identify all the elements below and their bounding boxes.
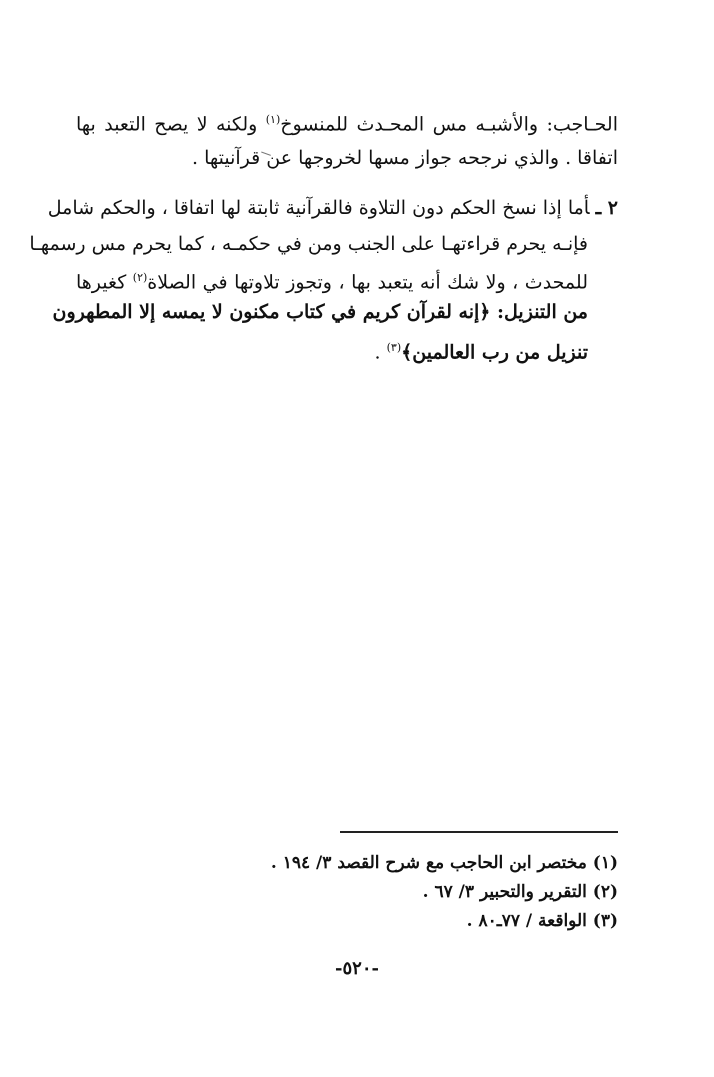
paragraph1-line-1	[76, 106, 618, 138]
paragraph2-line-5-text: تنزيل من رب العالمين﴾	[401, 341, 588, 364]
paragraph2-line-3-rest: كغيرها	[76, 271, 133, 294]
footnote-3: (٣) الواقعة / ٧٧ـ٨٠ .	[466, 911, 618, 931]
footnote-ref-1: (١)	[265, 113, 281, 126]
page-number: -٥٢٠-	[335, 958, 379, 979]
footnote-ref-2: (٢)	[132, 271, 148, 284]
paragraph1-line-1-text: الحـاجب: والأشبـه مس المحـدث للمنسوخ	[280, 113, 618, 136]
paragraph1-line-2-text: اتفاقا . والذي نرجحه جواز مسها لخروجها عن قرآنيتها .	[192, 147, 618, 169]
footnote-1: (١) مختصر ابن الحاجب مع شرح القصد ٣/ ١٩٤ .	[270, 853, 618, 873]
paragraph2-line-1-text: أما إذا نسخ الحكم دون التلاوة فالقرآنية ثابتة لها اتفاقا ، والحكم شامل	[47, 197, 590, 219]
paragraph2-line-3-text: للمحدث ، ولا شك أنه يتعبد بها ، وتجوز تلاوتها في الصلاة	[147, 271, 588, 294]
paragraph2-line-5-rest: .	[374, 341, 387, 364]
footnote-ref-3: (٣)	[386, 341, 402, 354]
paragraph-number-2: ٢ ـ	[595, 197, 618, 219]
paragraph2-line-3	[76, 264, 588, 296]
paragraph1-line-1-rest: ولكنه لا يصح التعبد بها	[76, 113, 266, 136]
paragraph2-line-4-text: من التنزيل: ﴿إنه لقرآن كريم في كتاب مكنون لا يمسه إلا المطهرون	[52, 301, 588, 323]
footnote-separator	[340, 831, 618, 833]
paragraph2-line-2	[29, 230, 588, 258]
footnote-2: (٢) التقرير والتحبير ٣/ ٦٧ .	[422, 882, 618, 902]
paragraph2-line-4	[52, 298, 588, 326]
paragraph2-line-1	[47, 194, 618, 222]
paragraph2-line-2-text: فإنـه يحرم قراءتهـا على الجنب ومن في حكمـه ، كما يحرم مس رسمهـا	[29, 233, 588, 255]
paragraph1-line-2	[192, 144, 618, 172]
paragraph2-line-5	[375, 334, 588, 366]
